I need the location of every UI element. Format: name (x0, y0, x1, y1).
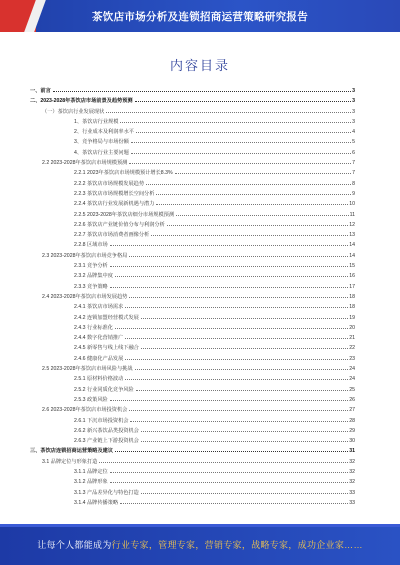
toc-entry-label: 一、前言 (30, 88, 51, 94)
toc-entry[interactable] (30, 127, 355, 137)
toc-entry-page-number: 3 (352, 118, 355, 125)
toc-entry-label: 2.4.5 新零售与线上线下融合 (74, 345, 139, 352)
toc-entry-page-number: 24 (349, 366, 355, 373)
toc-entry-page-number: 18 (349, 304, 355, 311)
toc-entry[interactable] (30, 313, 355, 323)
toc-entry-page-number: 25 (349, 386, 355, 393)
toc-entry[interactable] (30, 96, 355, 106)
toc-entry-label: 2.4.1 茶饮店市场需求 (74, 304, 124, 311)
page-title: 内容目录 (169, 58, 230, 73)
toc-leader-dots (115, 328, 348, 329)
toc-leader-dots (176, 215, 349, 216)
toc-entry[interactable] (30, 302, 355, 312)
toc-entry-page-number: 11 (349, 211, 355, 218)
toc-entry-label: 2.6.3 产业链上下游投资机会 (74, 438, 139, 445)
toc-leader-dots (131, 153, 351, 154)
toc-entry-page-number: 7 (352, 160, 355, 167)
toc-entry-page-number: 7 (352, 170, 355, 177)
toc-leader-dots (53, 91, 351, 92)
toc-entry-label: 2.2.6 茶饮店产业链价值分布与利润分析 (74, 221, 165, 228)
toc-entry[interactable] (30, 158, 355, 168)
toc-entry-page-number: 12 (349, 221, 355, 228)
toc-entry-label: 2.2.1 2023年茶饮店市场规模预计增长8.3% (74, 170, 173, 177)
toc-leader-dots (125, 379, 348, 380)
toc-leader-dots (141, 441, 348, 442)
footer-slogan-tail: 行业专家，管理专家，营销专家，战略专家，成功企业家…… (111, 540, 363, 550)
toc-entry[interactable] (30, 405, 355, 415)
toc-entry-page-number: 31 (349, 448, 355, 455)
toc-entry-label: （一）茶饮店行业发展现状 (42, 108, 105, 115)
toc-leader-dots (99, 462, 348, 463)
toc-entry[interactable] (30, 395, 355, 405)
toc-entry[interactable] (30, 488, 355, 498)
toc-entry[interactable] (30, 477, 355, 487)
toc-leader-dots (141, 348, 348, 349)
toc-entry-label: 3.1.2 品牌形象 (74, 479, 108, 486)
toc-entry-page-number: 28 (349, 417, 355, 424)
toc-leader-dots (129, 410, 348, 411)
toc-entry[interactable] (30, 364, 355, 374)
toc-entry[interactable] (30, 457, 355, 467)
toc-entry-label: 2.5.1 原材料价格波动 (74, 376, 124, 383)
toc-leader-dots (151, 235, 348, 236)
toc-entry-page-number: 16 (349, 273, 355, 280)
toc-entry-label: 2.4.6 健康化产品发展 (74, 355, 124, 362)
toc-entry[interactable] (30, 117, 355, 127)
toc-entry-page-number: 23 (349, 355, 355, 362)
toc-leader-dots (110, 287, 348, 288)
toc-leader-dots (175, 173, 352, 174)
toc-leader-dots (115, 451, 348, 452)
footer-banner (0, 524, 400, 565)
toc-entry[interactable] (30, 354, 355, 364)
report-header-banner (0, 0, 400, 32)
toc-entry-label: 2.3 2023-2028年茶饮店市场竞争格局 (42, 252, 128, 259)
toc-entry-page-number: 9 (352, 190, 355, 197)
toc-leader-dots (135, 101, 351, 102)
toc-entry[interactable] (30, 251, 355, 261)
toc-entry-page-number: 24 (349, 376, 355, 383)
toc-entry-page-number: 17 (349, 283, 355, 290)
toc-entry[interactable] (30, 282, 355, 292)
toc-entry-page-number: 5 (352, 139, 355, 146)
toc-leader-dots (110, 482, 348, 483)
toc-entry[interactable] (30, 498, 355, 508)
toc-entry-page-number: 3 (352, 98, 355, 105)
toc-entry[interactable] (30, 446, 355, 456)
toc-entry-label: 1、茶饮店行业规模 (74, 118, 119, 125)
toc-leader-dots (129, 256, 348, 257)
toc-entry-page-number: 26 (349, 396, 355, 403)
footer-slogan-lead: 让每个人都能成为 (37, 540, 112, 550)
toc-entry-page-number: 14 (349, 242, 355, 249)
toc-entry-label: 2.4.4 数字化营销推广 (74, 335, 124, 342)
toc-entry[interactable] (30, 333, 355, 343)
toc-leader-dots (131, 142, 351, 143)
toc-leader-dots (167, 225, 348, 226)
toc-entry[interactable] (30, 179, 355, 189)
footer-accent-line (0, 524, 400, 527)
report-title: 茶饮店市场分析及连锁招商运营策略研究报告 (92, 11, 308, 23)
toc-entry-label: 2.2.7 茶饮店市场消费者画像分析 (74, 232, 150, 239)
toc-entry-page-number: 21 (349, 335, 355, 342)
toc-entry[interactable] (30, 343, 355, 353)
toc-leader-dots (146, 184, 351, 185)
toc-leader-dots (110, 472, 348, 473)
toc-leader-dots (130, 421, 348, 422)
toc-entry-page-number: 19 (349, 314, 355, 321)
toc-entry-page-number: 30 (349, 438, 355, 445)
toc-entry[interactable] (30, 210, 355, 220)
toc-entry[interactable] (30, 230, 355, 240)
toc-leader-dots (110, 245, 348, 246)
toc-entry-label: 2.2.3 茶饮店市场规模增长空间分析 (74, 190, 155, 197)
toc-entry[interactable] (30, 323, 355, 333)
toc-leader-dots (110, 266, 348, 267)
toc-leader-dots (129, 297, 348, 298)
toc-leader-dots (125, 359, 348, 360)
toc-entry[interactable] (30, 168, 355, 178)
toc-entry[interactable] (30, 467, 355, 477)
toc-leader-dots (141, 318, 348, 319)
toc-entry-label: 2.2.2 茶饮店市场规模发展趋势 (74, 180, 145, 187)
toc-entry[interactable] (30, 416, 355, 426)
toc-entry-label: 2.4.3 行业标准化 (74, 324, 113, 331)
toc-entry-label: 3.1.3 产品差异化与特色打造 (74, 489, 139, 496)
toc-entry-label: 2.2 2023-2028年茶饮店市场规模预测 (42, 160, 128, 167)
toc-entry-label: 2.5.3 政策风险 (74, 396, 108, 403)
toc-entry-label: 2、行业成本及利润率水平 (74, 129, 134, 136)
toc-entry[interactable] (30, 271, 355, 281)
toc-entry-page-number: 32 (349, 479, 355, 486)
toc-entry-page-number: 29 (349, 427, 355, 434)
toc-leader-dots (141, 431, 348, 432)
toc-entry-label: 2.3.3 竞争策略 (74, 283, 108, 290)
toc-entry-page-number: 20 (349, 324, 355, 331)
table-of-contents (30, 86, 355, 508)
toc-entry-page-number: 4 (352, 129, 355, 136)
toc-leader-dots (135, 369, 349, 370)
toc-entry-label: 3、竞争格局与市场份额 (74, 139, 129, 146)
toc-entry-page-number: 15 (349, 263, 355, 270)
toc-entry-page-number: 6 (352, 149, 355, 156)
toc-entry[interactable] (30, 199, 355, 209)
toc-leader-dots (156, 204, 348, 205)
toc-entry-label: 2.5.2 行业同质化竞争风险 (74, 386, 134, 393)
toc-entry-page-number: 22 (349, 345, 355, 352)
toc-entry-label: 2.3.1 竞争分析 (74, 263, 108, 270)
toc-entry[interactable] (30, 240, 355, 250)
toc-entry-label: 2.2.5 2023-2028年茶饮店细分市场规模预测 (74, 211, 175, 218)
toc-leader-dots (136, 132, 351, 133)
toc-entry-label: 2.2.4 茶饮店行业发展新机遇与潜力 (74, 201, 155, 208)
toc-entry-page-number: 3 (352, 108, 355, 115)
toc-entry-page-number: 27 (349, 407, 355, 414)
toc-entry-page-number: 8 (352, 180, 355, 187)
toc-leader-dots (106, 112, 351, 113)
toc-leader-dots (125, 307, 348, 308)
toc-entry[interactable] (30, 220, 355, 230)
toc-leader-dots (115, 276, 348, 277)
toc-entry[interactable] (30, 292, 355, 302)
toc-entry-label: 2.6.2 新兴茶饮品类投资机会 (74, 427, 139, 434)
toc-entry[interactable] (30, 261, 355, 271)
toc-entry-label: 2.4.2 连锁加盟经营模式发展 (74, 314, 139, 321)
toc-entry-label: 2.3.2 品牌集中度 (74, 273, 113, 280)
toc-entry-label: 4、茶饮店行业主要问题 (74, 149, 129, 156)
toc-entry-page-number: 14 (349, 252, 355, 259)
footer-slogan (0, 538, 400, 551)
toc-entry-page-number: 32 (349, 458, 355, 465)
toc-entry-label: 2.6.1 下沉市场投资机会 (74, 417, 129, 424)
toc-entry-page-number: 10 (349, 201, 355, 208)
toc-leader-dots (120, 503, 348, 504)
toc-leader-dots (156, 194, 351, 195)
toc-leader-dots (120, 122, 351, 123)
toc-entry-page-number: 3 (352, 88, 355, 94)
toc-entry-page-number: 33 (349, 489, 355, 496)
toc-entry[interactable] (30, 86, 355, 96)
toc-leader-dots (129, 163, 351, 164)
toc-entry[interactable] (30, 137, 355, 147)
toc-entry-label: 二、2023-2028年茶饮店市场前景及趋势预测 (30, 98, 133, 105)
toc-entry-label: 3.1.1 品牌定位 (74, 468, 108, 475)
toc-leader-dots (110, 400, 348, 401)
toc-leader-dots (136, 390, 349, 391)
toc-entry-label: 2.5 2023-2028年茶饮店市场风险与挑战 (42, 366, 133, 373)
toc-entry-label: 3.1 品牌定位与形象打造 (42, 458, 98, 465)
toc-entry[interactable] (30, 436, 355, 446)
toc-entry-label: 三、茶饮店连锁招商运营策略及建议 (30, 448, 114, 455)
toc-leader-dots (125, 338, 348, 339)
toc-entry[interactable] (30, 385, 355, 395)
toc-entry-label: 2.4 2023-2028年茶饮店市场发展趋势 (42, 293, 128, 300)
toc-entry[interactable] (30, 426, 355, 436)
toc-entry-page-number: 33 (349, 499, 355, 506)
toc-entry[interactable] (30, 189, 355, 199)
toc-leader-dots (141, 493, 348, 494)
toc-entry-label: 2.6 2023-2028年茶饮店市场投资机会 (42, 407, 128, 414)
toc-entry-label: 3.1.4 品牌传播策略 (74, 499, 119, 506)
toc-entry-page-number: 13 (349, 232, 355, 239)
toc-entry[interactable] (30, 374, 355, 384)
toc-entry[interactable] (30, 107, 355, 117)
toc-entry-page-number: 18 (349, 293, 355, 300)
toc-entry-page-number: 32 (349, 468, 355, 475)
toc-entry-label: 2.2.8 区域市场 (74, 242, 108, 249)
toc-entry[interactable] (30, 148, 355, 158)
